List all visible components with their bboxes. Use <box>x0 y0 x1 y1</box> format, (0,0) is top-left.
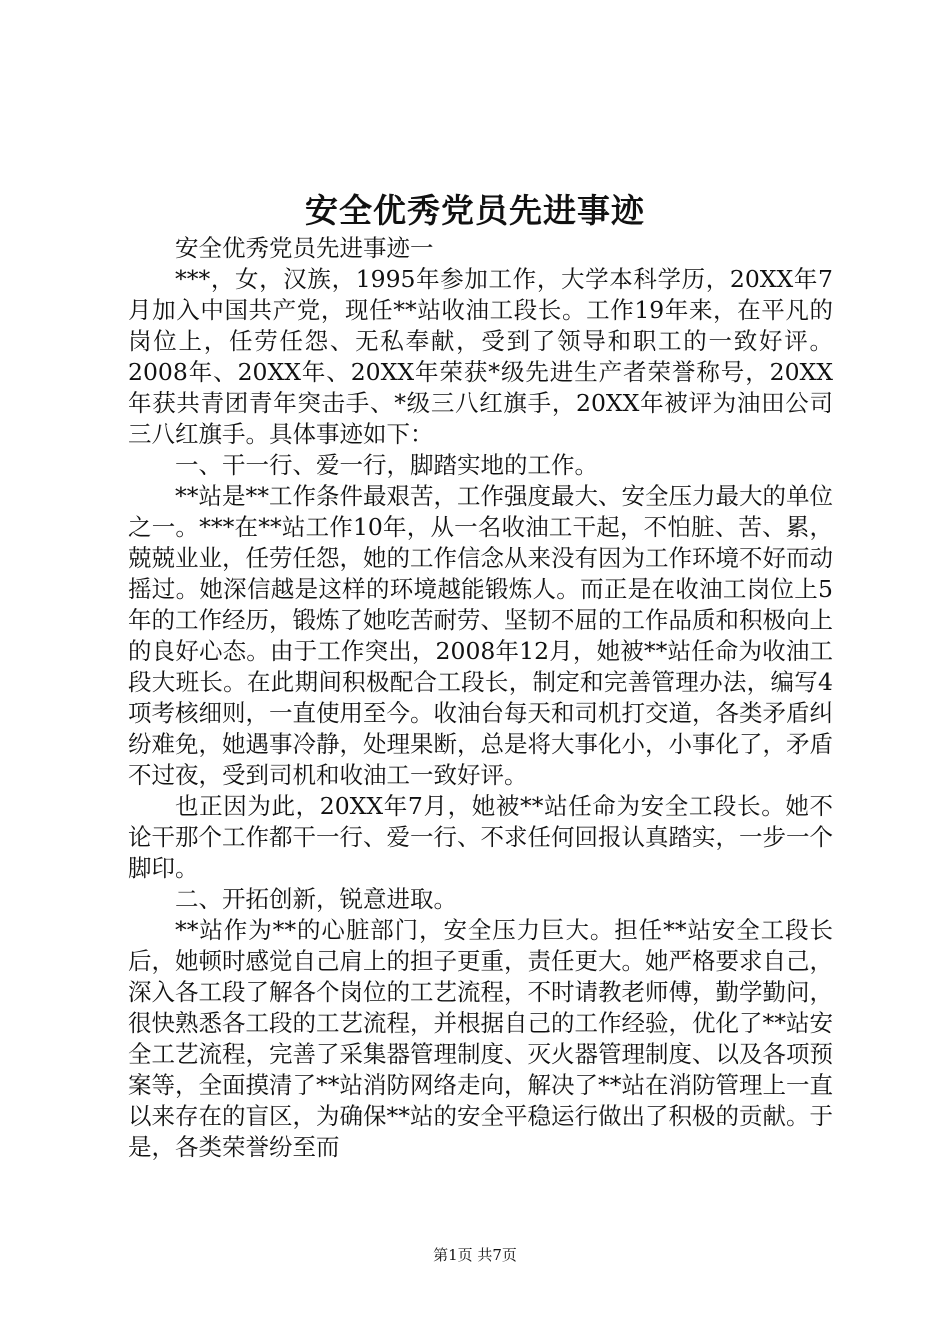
page-footer: 第1页 共7页 <box>433 1246 517 1264</box>
paragraph-section-1-cont: 也正因为此，20XX年7月，她被**站任命为安全工段长。她不论干那个工作都干一行、爱一行、不求任何回报认真踏实，一步一个脚印。 <box>128 792 833 882</box>
section-heading-1: 一、干一行、爱一行，脚踏实地的工作。 <box>175 451 598 479</box>
paragraph-section-2: **站作为**的心脏部门，安全压力巨大。担任**站安全工段长后，她顿时感觉自己肩上的担子更重，责任更大。她严格要求自己，深入各工段了解各个岗位的工艺流程，不时请教老师傅，勤学勤问，很快熟悉各工段的工艺流程，并根据自己的工作经验，优化了**站安全工艺流程，完善了采集器管理制度、灭火器管理制度、以及各项预案等，全面摸清了**站消防网络走向，解决了**站在消防管理上一直以来存在的盲区，为确保**站的安全平稳运行做出了积极的贡献。于是，各类荣誉纷至而 <box>128 916 833 1161</box>
paragraph-section-1: **站是**工作条件最艰苦，工作强度最大、安全压力最大的单位之一。***在**站工作10年，从一名收油工干起，不怕脏、苦、累，兢兢业业，任劳任怨，她的工作信念从来没有因为工作环境不好而动摇过。她深信越是这样的环境越能锻炼人。而正是在收油工岗位上5年的工作经历，锻炼了她吃苦耐劳、坚韧不屈的工作品质和积极向上的良好心态。由于工作突出，2008年12月，她被**站任命为收油工段大班长。在此期间积极配合工段长，制定和完善管理办法，编写4项考核细则，一直使用至今。收油台每天和司机打交道，各类矛盾纠纷难免，她遇事冷静，处理果断，总是将大事化小，小事化了，矛盾不过夜，受到司机和收油工一致好评。 <box>128 482 833 789</box>
document-title: 安全优秀党员先进事迹 <box>305 191 645 230</box>
document-body <box>128 233 833 1163</box>
paragraph-intro: ***，女，汉族，1995年参加工作，大学本科学历，20XX年7月加入中国共产党，现任**站收油工段长。工作19年来，在平凡的岗位上，任劳任怨、无私奉献，受到了领导和职工的一致好评。2008年、20XX年、20XX年荣获*级先进生产者荣誉称号，20XX年获共青团青年突击手、*级三八红旗手，20XX年被评为油田公司三八红旗手。具体事迹如下： <box>128 265 833 448</box>
section-heading-2: 二、开拓创新，锐意进取。 <box>175 885 457 913</box>
paragraph-subtitle: 安全优秀党员先进事迹一 <box>175 234 434 262</box>
